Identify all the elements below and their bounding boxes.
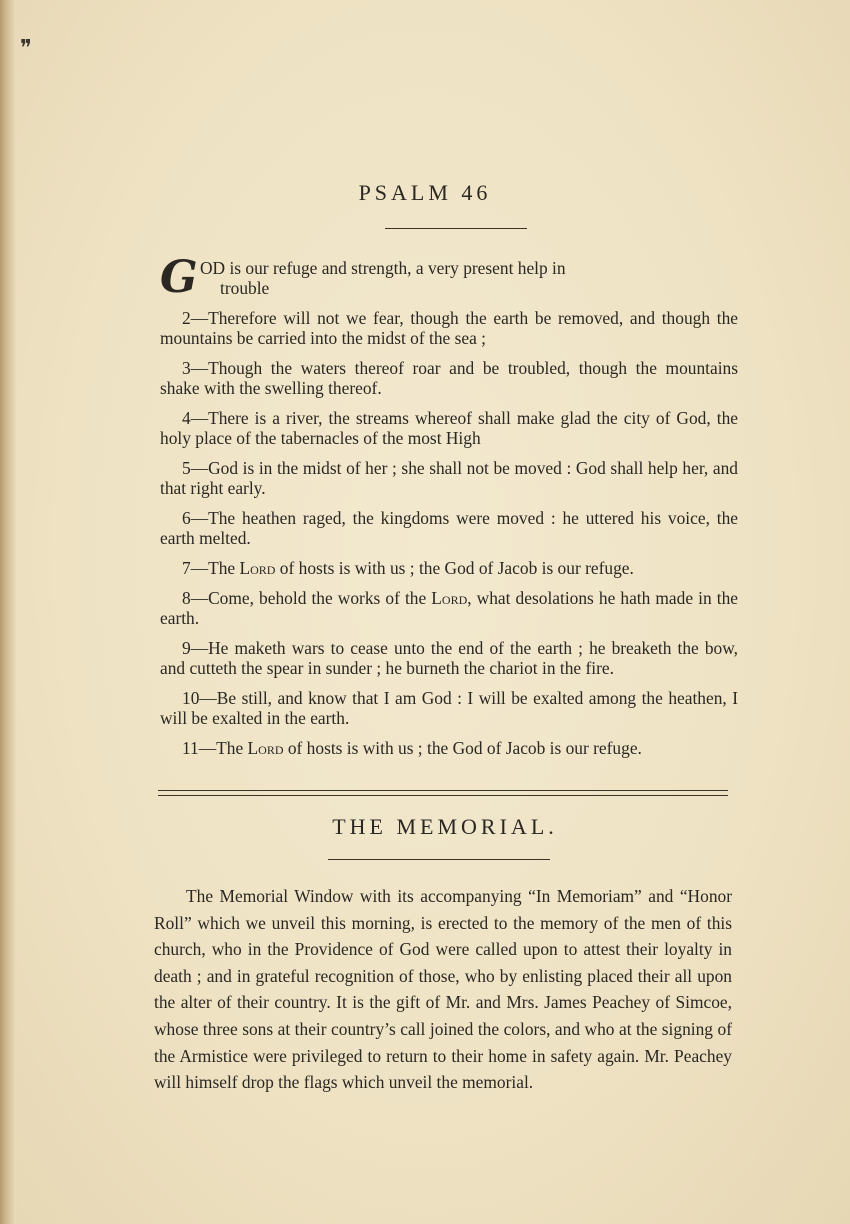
verse-9 — [160, 638, 738, 678]
drop-cap: G — [160, 252, 198, 303]
memorial-title-rule — [328, 859, 550, 860]
verse-text-continued: , what desolations he hath made in the earth. — [160, 588, 738, 628]
section-divider — [158, 790, 728, 796]
lord-small-caps: Lord — [247, 738, 284, 758]
verse-text: 2—Therefore will not we fear, though the earth be removed, and though the mountains be carried into the midst of the sea ; — [160, 308, 738, 348]
verse-text: 4—There is a river, the streams whereof shall make glad the city of God, the holy place of the tabernacles of the most High — [160, 408, 738, 448]
title-rule — [385, 228, 527, 229]
lord-small-caps: Lord — [239, 558, 276, 578]
verse-8 — [160, 588, 738, 628]
verse-text: 3—Though the waters thereof roar and be troubled, though the mountains shake with the swelling thereof. — [160, 358, 738, 398]
psalm-title: PSALM 46 — [358, 180, 492, 205]
verse-6 — [160, 508, 738, 548]
verse-text-continued: of hosts is with us ; the God of Jacob is our refuge. — [275, 558, 634, 578]
memorial-paragraph: The Memorial Window with its accompanying “In Memoriam” and “Honor Roll” which we unveil this morning, is erected to the memory of the men of this church, who in the Providence of God were called upon to attest their loyalty in death ; and in grateful recognition of those, who by enlisting placed their all upon the alter of their country. It is the gift of Mr. and Mrs. James Peachey of Simcoe, whose three sons at their country’s call joined the colors, and who at the signing of the Armistice were privileged to return to their home in safety again. Mr. Peachey will himself drop the flags which unveil the memorial. — [154, 886, 732, 1093]
verse-2 — [160, 308, 738, 348]
verse-11 — [160, 738, 738, 758]
verse-1-text: OD is our refuge and strength, a very present help in — [200, 258, 566, 278]
verse-text: 8—Come, behold the works of the — [182, 588, 432, 608]
memorial-title: THE MEMORIAL. — [332, 814, 558, 839]
verse-4 — [160, 408, 738, 448]
verse-10 — [160, 688, 738, 728]
psalm-body — [160, 252, 738, 768]
verse-text: 10—Be still, and know that I am God : I will be exalted among the heathen, I will be exalted in the earth. — [160, 688, 738, 728]
verse-text: 7—The — [182, 558, 240, 578]
verse-text: 5—God is in the midst of her ; she shall not be moved : God shall help her, and that right early. — [160, 458, 738, 498]
verse-1 — [160, 252, 738, 303]
verse-3 — [160, 358, 738, 398]
verse-text: 11—The — [182, 738, 248, 758]
verse-text: 9—He maketh wars to cease unto the end of the earth ; he breaketh the bow, and cutteth the spear in sunder ; he burneth the chariot in the fire. — [160, 638, 738, 678]
verse-1-continuation: trouble — [220, 278, 270, 298]
verse-list — [160, 308, 738, 758]
lord-small-caps: Lord — [431, 588, 468, 608]
verse-7 — [160, 558, 738, 578]
verse-text-continued: of hosts is with us ; the God of Jacob is our refuge. — [283, 738, 642, 758]
corner-ink-mark-icon: ❞ — [20, 35, 32, 60]
verse-text: 6—The heathen raged, the kingdoms were moved : he uttered his voice, the earth melted. — [160, 508, 738, 548]
verse-5 — [160, 458, 738, 498]
